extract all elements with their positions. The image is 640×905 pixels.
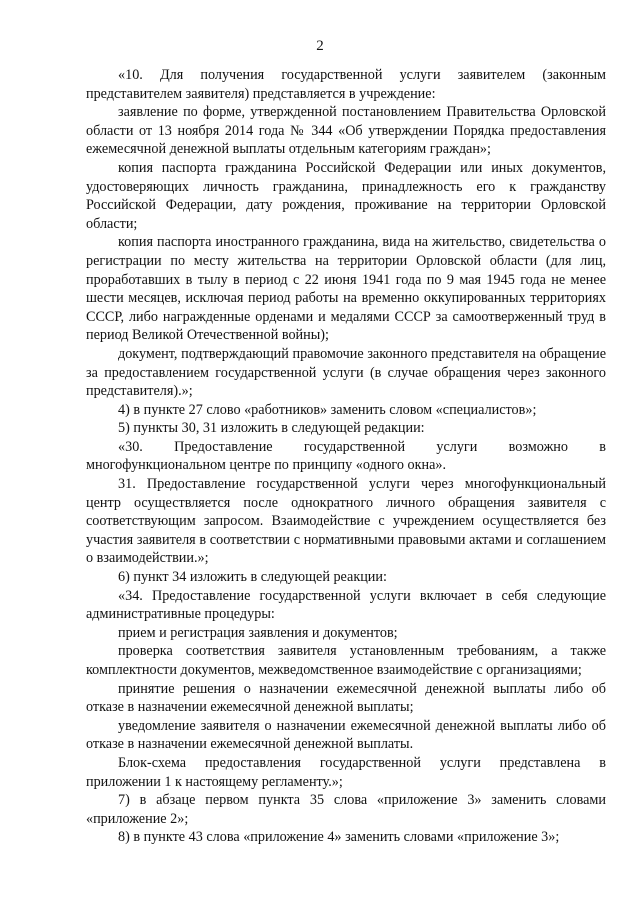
paragraph-item-4: 4) в пункте 27 слово «работников» заменить словом «специалистов»;	[118, 401, 537, 418]
paragraph-flowchart: Блок-схема предоставления государственной услуги представлена в приложении 1 к настоящему регламенту.»;	[86, 754, 606, 790]
paragraph-item-8: 8) в пункте 43 слова «приложение 4» заменить словами «приложение 3»;	[118, 829, 560, 846]
paragraph-procedure-decision: принятие решения о назначении ежемесячной денежной выплаты либо об отказе в назначении ежемесячной денежной выплаты;	[86, 680, 606, 716]
paragraph-point-34: «34. Предоставление государственной услуги включает в себя следующие административные процедуры:	[86, 587, 606, 623]
paragraph-item-5: 5) пункты 30, 31 изложить в следующей редакции:	[118, 420, 425, 437]
page-number: 2	[316, 38, 324, 54]
paragraph-10-intro: «10. Для получения государственной услуги заявителем (законным представителем заявителя) представляется в учреждение:	[86, 67, 606, 102]
paragraph-application-form: заявление по форме, утвержденной постановлением Правительства Орловской области от 13 ноября 2014 года № 344 «Об утверждении Порядка предоставления ежемесячной денежной выплаты отдельным категориям граждан»;	[86, 104, 606, 158]
paragraph-procedure-notification: уведомление заявителя о назначении ежемесячной денежной выплаты либо об отказе в назначении ежемесячной денежной выплаты.	[86, 717, 606, 753]
paragraph-representative-document: документ, подтверждающий правомочие законного представителя на обращение за предоставлением государственной услуги (в случае обращения через законного представителя).»;	[86, 345, 606, 400]
paragraph-item-6: 6) пункт 34 изложить в следующей реакции:	[118, 569, 387, 586]
paragraph-procedure-verification: проверка соответствия заявителя установленным требованиям, а также комплектности документов, межведомственное взаимодействие с организациями;	[86, 643, 606, 678]
paragraph-point-30: «30. Предоставление государственной услуги возможно в многофункциональном центре по принципу «одного окна».	[86, 438, 606, 474]
paragraph-foreign-passport-copy: копия паспорта иностранного гражданина, вида на жительство, свидетельства о регистрации по месту жительства на территории Орловской области (для лиц, проработавших в тылу в период с 22 июня 1941 года по 9 мая 1945 года не менее шести месяцев, исключая период работы на временно оккупированных территориях СССР, либо награжденные орденами и медалями СССР за самоотверженный труд в период Великой Отечественной войны);	[86, 234, 606, 344]
paragraph-passport-copy: копия паспорта гражданина Российской Федерации или иных документов, удостоверяющих личность гражданина, принадлежность его к гражданству Российской Федерации, дату рождения, проживание на территории Орловской области;	[86, 159, 606, 232]
document-body	[86, 66, 606, 847]
paragraph-procedure-reception: прием и регистрация заявления и документов;	[118, 624, 398, 641]
paragraph-point-31: 31. Предоставление государственной услуги через многофункциональный центр осуществляется после однократного личного обращения заявителя с соответствующим запросом. Взаимодействие с учреждением осуществляется без участия заявителя в соответствии с нормативными правовыми актами и соглашением о взаимодействии.»;	[86, 476, 606, 567]
paragraph-item-7: 7) в абзаце первом пункта 35 слова «приложение 3» заменить словами «приложение 2»;	[86, 792, 606, 827]
